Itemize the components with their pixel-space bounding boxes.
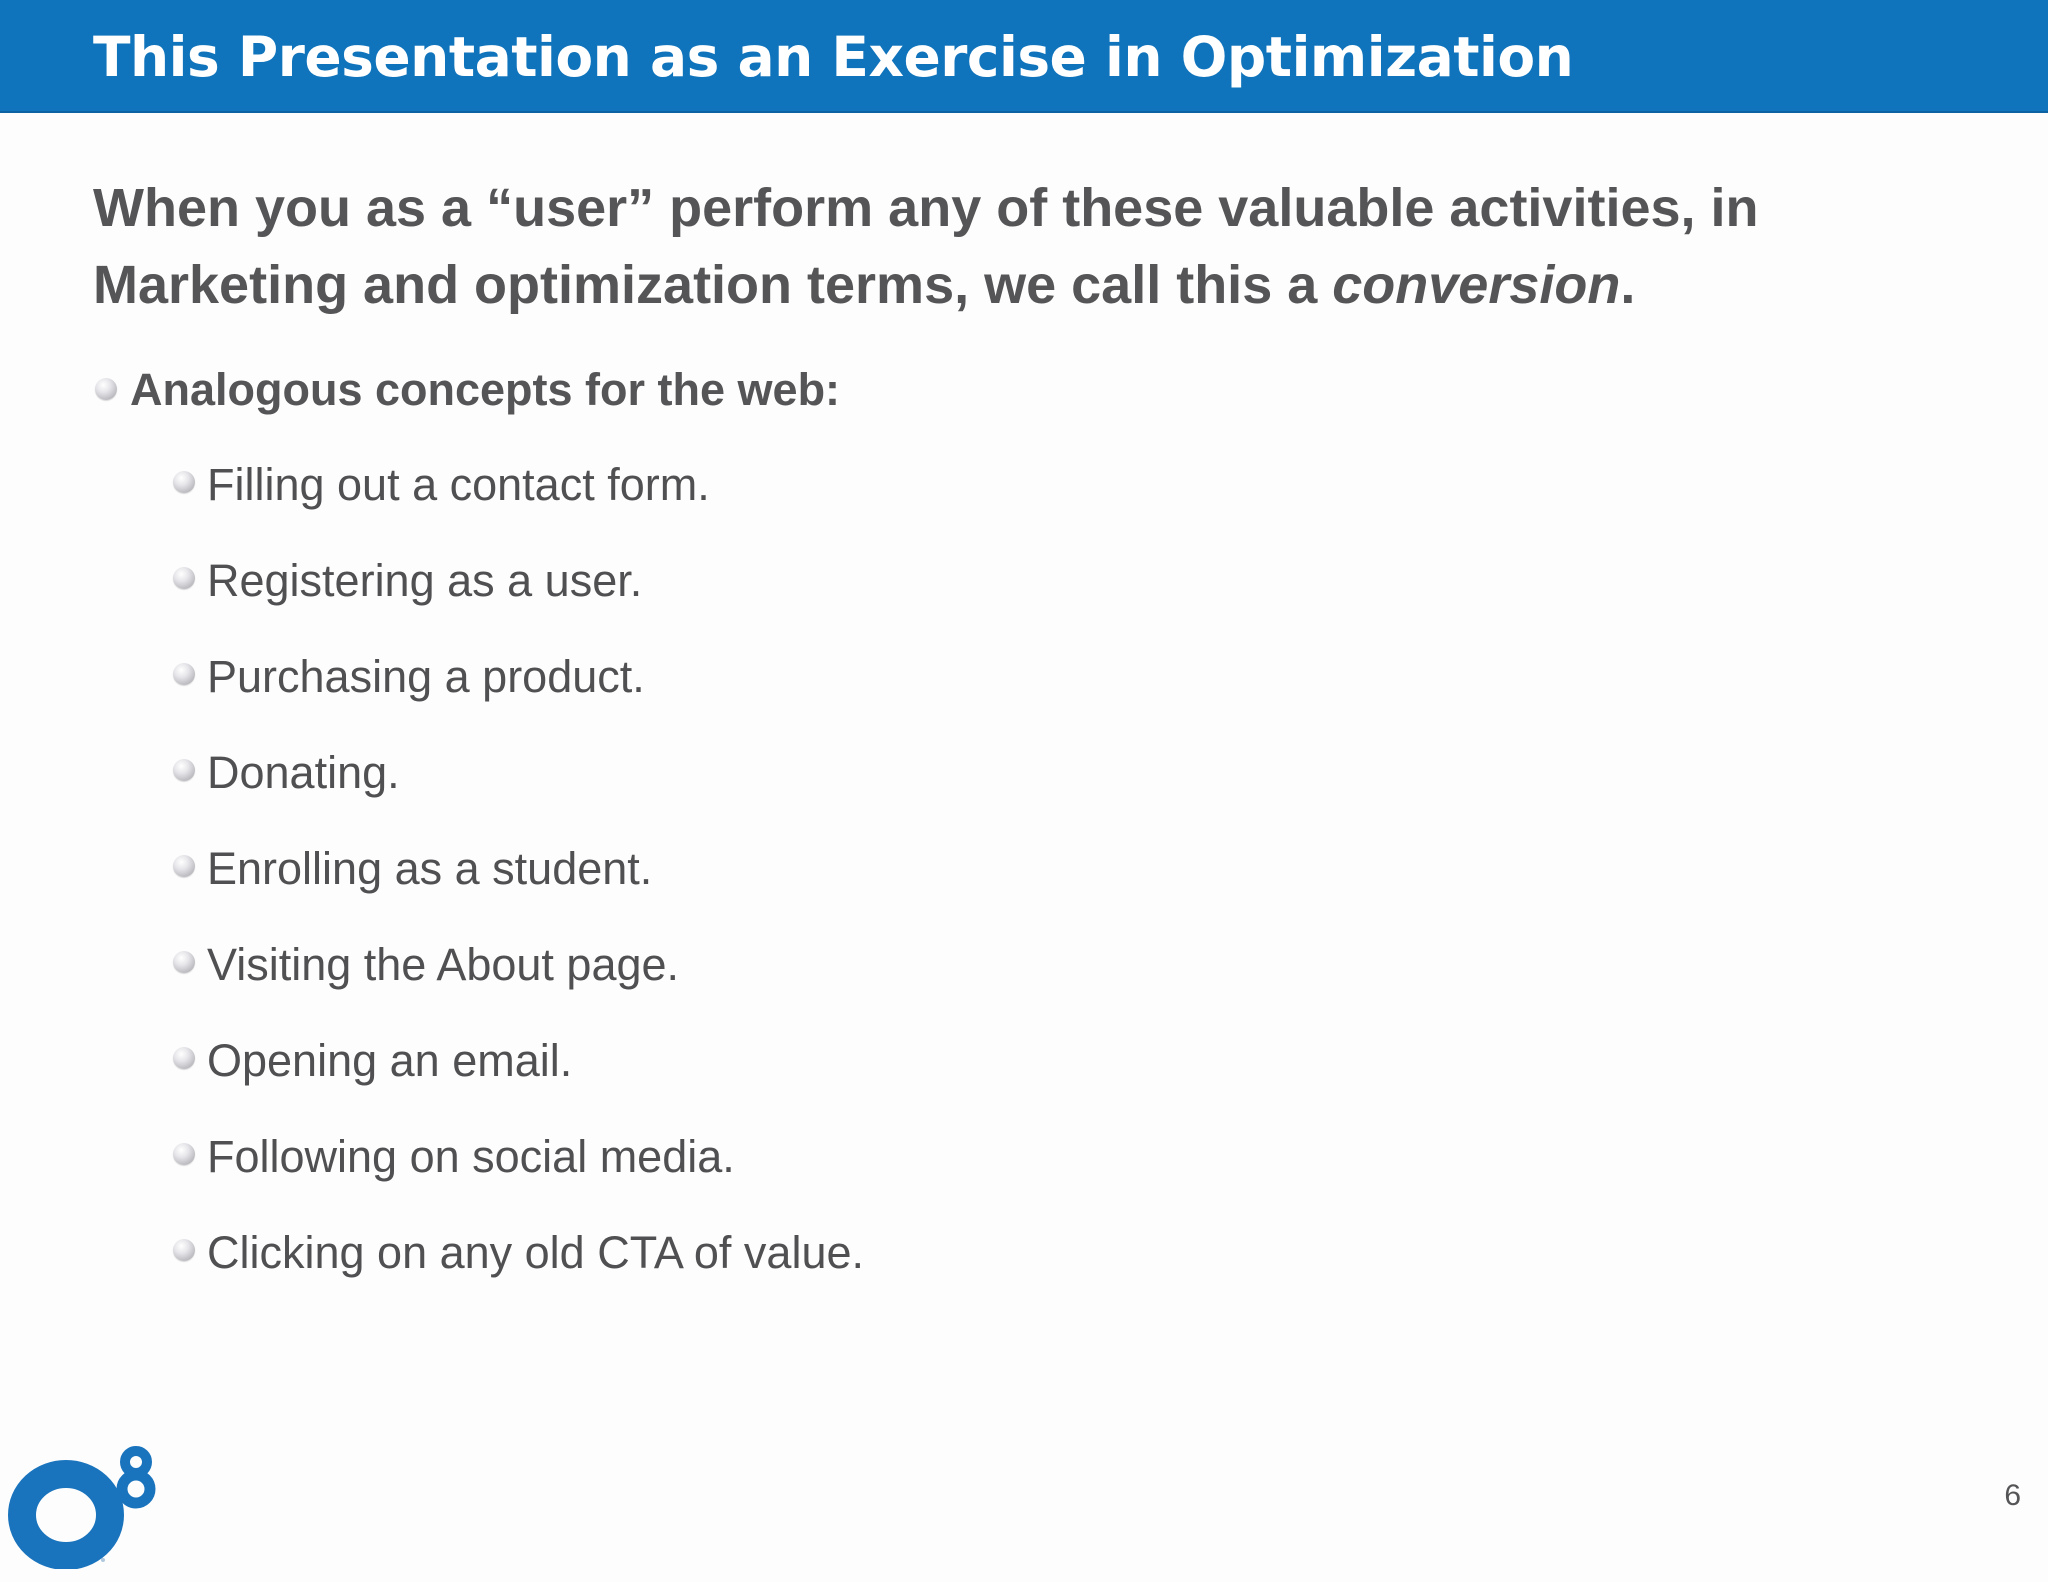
list-item-label: Purchasing a product. [207,651,645,702]
bullet-icon [173,663,195,685]
page-number: 6 [2004,1479,2021,1512]
section-label: Analogous concepts for the web: [130,364,841,415]
bullet-icon [173,855,195,877]
list-item-label: Opening an email. [207,1035,573,1086]
bullet-icon [173,1143,195,1165]
list-item-label: Filling out a contact form. [207,459,710,510]
bullet-icon [173,1239,195,1261]
bullet-icon [173,951,195,973]
headline-text: When you as a “user” perform any of these valuable activities, in Marketing and optimization terms, we call this a [93,178,1759,315]
list-item-label: Clicking on any old CTA of value. [207,1227,865,1278]
headline [93,170,1993,324]
bullet-icon [173,567,195,589]
headline-emphasis: conversion [1332,255,1621,315]
o8-logo-icon [4,1444,164,1569]
bullet-icon [173,1047,195,1069]
list-item-label: Registering as a user. [207,555,643,606]
headline-end: . [1620,255,1636,315]
list-item-label: Donating. [207,747,400,798]
title-bar [0,0,2048,113]
list-item-label: Enrolling as a student. [207,843,653,894]
bullet-icon [173,759,195,781]
list-item-label: Following on social media. [207,1131,735,1182]
slide-title: This Presentation as an Exercise in Optimization [93,25,1574,89]
bullet-icon [95,378,117,400]
list-item-label: Visiting the About page. [207,939,680,990]
bullet-icon [173,471,195,493]
